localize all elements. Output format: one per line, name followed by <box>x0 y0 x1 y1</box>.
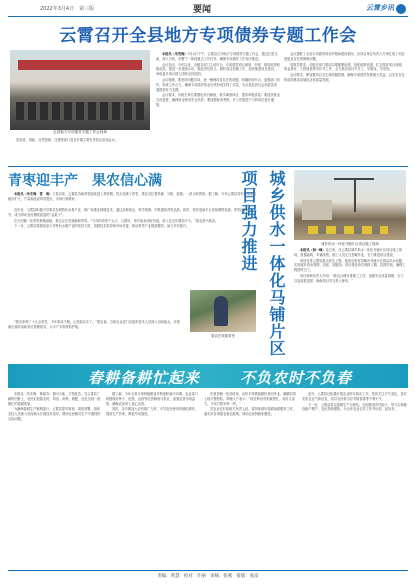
paragraph: 本报讯（朱冬梅 林丽芳）春回大地，万物复苏。在云霄县广阔的田野上，农民们抢抓农时，犁田、育秧、施肥，处处呈现一派繁忙的春耕景象。 <box>8 392 101 406</box>
paragraph: 会议通报了全县专项债券项目申报和建设情况，各项目单位负责人分别汇报了项目进展及存在的困难问题。 <box>284 52 405 61</box>
meeting-photo <box>10 50 150 130</box>
paragraph: 会议要求，各相关单位要强化项目储备，科学谋划项目，提高申报质量；要加快资金支出进度，确保资金使用安全高效；要加强督查考核，对工作推进不力的单位进行通报。 <box>156 93 280 107</box>
meeting-banner <box>18 60 142 70</box>
paragraph: 会议指出，今年以来，各级各部门主动作为，专项债券项目谋划、申报、建设取得积极成效。要进一步提高认识，强化责任担当，紧盯项目前期工作，加快推进项目建设，争取更多项目纳入国家支持范围。 <box>156 62 280 77</box>
spring-headline <box>8 169 268 191</box>
section-title: 要闻 <box>193 5 212 15</box>
paragraph: 该项目是云霄县重点民生工程，建成后将有效解决马铺片区群众饮水问题，实现城乡供水同网、同质、同服务。项目建设单位倒排工期、挂图作战，确保工程按时完工。 <box>294 258 406 273</box>
meeting-photo-caption: 全县地方专项债券专题工作会现场 <box>53 130 107 134</box>
top-article-lower <box>10 138 150 164</box>
farming-banner-left: 春耕备耕忙起来 <box>88 369 201 387</box>
farming-col-4 <box>302 392 408 568</box>
top-article-col-a <box>156 52 280 164</box>
paragraph <box>8 192 258 202</box>
paragraph: 项目现场负责人介绍：“我们合理安排施工工序，加强安全质量管理，全力以赴抢抓进度，确保项目早日投入使用。” <box>294 273 404 283</box>
brand-name: 云霄乡讯 <box>366 4 394 12</box>
construction-photo <box>294 170 406 240</box>
paragraph: 县发改、财政、自然资源、住建等部门及各乡镇主要负责同志参加会议。 <box>16 138 118 142</box>
crane-mast <box>354 178 356 212</box>
paragraph: 下一步，云霄县将继续加大对特色水果产业的扶持力度，加强技术指导和市场对接，推动青枣产业提质增效，助力乡村振兴。 <box>14 224 190 229</box>
water-article-body <box>294 248 406 360</box>
farmer-figure <box>214 296 228 326</box>
issue-date: 2022年3月4日 第三版 <box>40 6 95 12</box>
divider <box>8 166 408 167</box>
paragraph: 在火田镇一处青枣种植基地，果农正在采摘新鲜青枣。“今年的青枣个头大、口感好，每斤能卖到好价钱，收入比去年增加不少。”果农高兴地说。 <box>14 218 219 223</box>
paragraph: 会议要求，要加强项目全生命周期管理，确保专项债券发挥最大效益，以实实在在的成效推动县域经济高质量发展。 <box>284 73 405 82</box>
spring-article-lower <box>8 320 180 360</box>
water-vertical-title: 城乡供水一体化马铺片区项目强力推进 <box>239 170 286 357</box>
byline: 本报讯（朱雪梅） <box>162 52 188 56</box>
building-shape <box>302 200 332 220</box>
paragraph: 近年来，云霄县积极引导果农发展特色水果产业，推广标准化种植技术，通过品种改良、科学管理，不断提高青枣品质。同时，依托电商平台拓宽销售渠道，青枣远销省内外，成为带动农民增收致富的“金果子”。 <box>8 208 254 217</box>
orchard-photo <box>190 290 256 332</box>
paragraph: 下一步，云霄县将以春耕生产为契机，全面推进乡村振兴，努力实现粮食稳产增产、农民持续增收，为全年农业农村工作开好局、起好步。 <box>302 402 407 412</box>
paragraph <box>156 52 280 62</box>
spring-article-lead <box>8 192 258 208</box>
masthead <box>8 2 408 17</box>
construction-photo-caption: 城乡供水一体化马铺片区项目施工现场 <box>321 242 379 246</box>
paragraph: 此外，云霄县还积极开展农业防灾减灾工作，密切关注天气变化，及时发布农业气象信息，指导农民科学应对倒春寒等不利天气。 <box>302 392 407 401</box>
farming-banner <box>8 364 408 388</box>
main-headline <box>12 18 404 48</box>
top-article-col-b <box>284 52 406 164</box>
paragraph: 县领导要求，各级各部门要切实增强紧迫感，抢抓政策机遇，扎实做好项目前期、资金拨付、工程建设等各环节工作，全力推动项目早开工、早建成、早见效。 <box>284 62 405 72</box>
paragraph: 会议强调，要坚持问题导向，逐一梳理项目存在的问题，明确时间节点，加强部门协作，形成工作合力，确保专项债券资金尽快形成实物工作量，为全县经济社会高质量发展提供有力支撑。 <box>156 77 280 92</box>
spring-headline-text: 青枣迎丰产 果农信心满 <box>8 173 162 189</box>
farming-col-1 <box>8 392 102 568</box>
paragraph: 县农业农村局相关负责人说，将持续做好春耕备耕服务工作，落实好各项强农惠农政策，调动农民种粮积极性。 <box>204 407 297 417</box>
byline: 本报讯（朱冬梅 曾 海） <box>14 192 53 196</box>
paragraph: 为确保春耕生产顺利进行，云霄县提早谋划、周密部署，组织农技人员深入田间地头开展技术指导，帮助农民解决生产中遇到的实际问题。 <box>8 407 101 421</box>
paragraph-text: 3月4日下午，云霄县召开地方专项债券专题工作会，通过汇报交流、深入分析，部署下一阶段重点工作任务，确保专项债券工作有序推进。 <box>156 52 278 61</box>
footer <box>8 570 408 583</box>
paragraph-text: 连日来，在云霄县城乡供水一体化马铺片区项目施工现场，机器轰鸣，车辆穿梭，施工人员正在加紧作业，全力推进项目建设。 <box>294 248 402 257</box>
farming-banner-right: 不负农时不负春 <box>240 369 353 387</box>
paragraph: 据了解，今年全县计划种植粮食作物面积稳中有增。农业部门积极做好种子、化肥、农药等农资储备与供应，加强农资市场监管，确保农民用上放心农资。 <box>106 392 199 406</box>
farming-col-3 <box>204 392 298 568</box>
paragraph: 在莆美镇一处田地里，农机手驾驶旋耕机来回作业，翻耕后的土地平整松软。种粮大户表示：“现在种田有机械帮忙，省时又省力，今年打算多种一些。” <box>204 392 297 406</box>
footer-credits: 责编：黄慧 校对：许丽 审核：张燕 排版：张彦 <box>157 574 259 579</box>
paragraph: 同时，各乡镇加大农机推广力度，引导农民使用机械化耕作，提高生产效率，降低劳动强度。 <box>106 407 199 417</box>
paragraph <box>294 248 406 258</box>
logo-icon <box>396 4 406 14</box>
paragraph: “我们家种了十几亩青枣，今年收成不错，心里踏实多了。”果农说。当地农业部门还组织技术人员深入田间地头，开展病虫害防治和采后管理指导，为丰产丰收保驾护航。 <box>8 320 180 329</box>
paragraph-text: 立春以来，云霄县各地青枣陆续进入采收期，枝头挂满了青枣，果农们忙着采摘、分拣、装箱，一派丰收景象。据了解，今年云霄县青枣种植面积稳步扩大，产量和品质均有提升，市场行情看好。 <box>8 192 257 201</box>
byline: 本报讯（林一峰） <box>300 248 326 252</box>
construction-vehicles <box>308 226 388 234</box>
farming-col-2 <box>106 392 200 568</box>
orchard-photo-caption: 果农在采摘青枣 <box>211 334 235 338</box>
main-headline-text: 云霄召开全县地方专项债券专题工作会 <box>59 25 357 46</box>
meeting-attendees <box>16 102 144 120</box>
